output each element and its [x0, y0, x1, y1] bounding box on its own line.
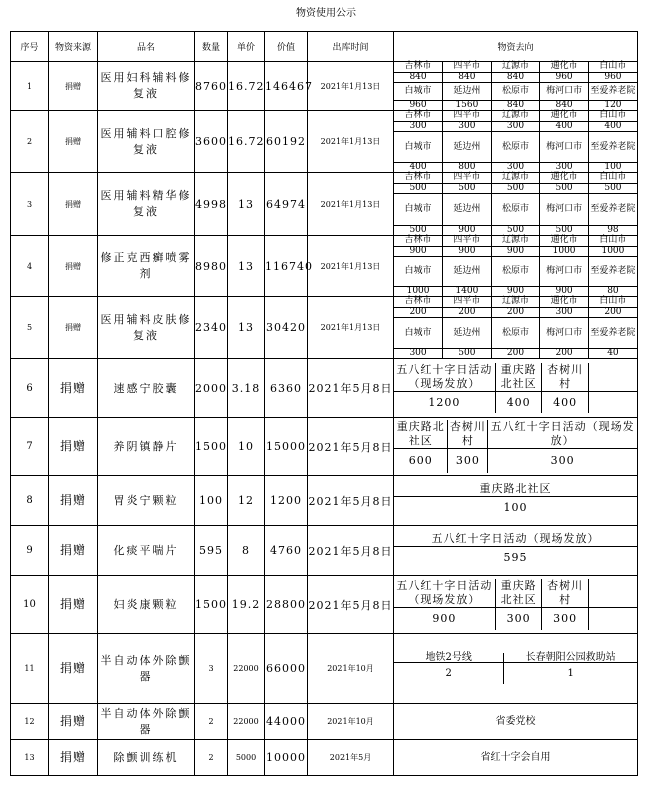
dest-qty: 1200	[394, 391, 495, 413]
city-qty: 500	[540, 183, 589, 193]
row-time: 2021年10月	[308, 704, 394, 740]
city-label: 辽源市	[491, 173, 540, 183]
row-price: 16.72	[228, 62, 265, 111]
city-qty: 900	[491, 246, 540, 256]
city-qty: 300	[394, 121, 443, 131]
row-name: 半自动体外除颤器	[98, 704, 195, 740]
dest-empty	[588, 391, 637, 413]
city-qty: 500	[443, 183, 492, 193]
city-label: 吉林市	[394, 236, 443, 246]
destination-grid	[394, 420, 637, 473]
row-price: 10	[228, 418, 265, 476]
city-label: 白城市	[394, 82, 443, 100]
city-qty: 840	[443, 72, 492, 82]
city-qty: 200	[588, 307, 637, 317]
dest-qty: 900	[394, 608, 495, 630]
city-qty: 300	[540, 162, 589, 172]
row-number: 3	[11, 173, 49, 236]
row-source: 捐赠	[49, 704, 98, 740]
city-qty: 300	[540, 307, 589, 317]
dest-place: 长春朝阳公园救助站	[504, 653, 637, 663]
page-title: 物资使用公示	[296, 8, 356, 19]
header-name: 品名	[98, 32, 195, 62]
row-price: 13	[228, 236, 265, 297]
city-qty: 900	[443, 246, 492, 256]
row-qty: 1500	[195, 576, 228, 634]
city-label: 延边州	[443, 256, 492, 286]
city-qty: 120	[604, 99, 622, 110]
row-name: 速感宁胶囊	[98, 359, 195, 418]
dest-place: 杏树川村	[542, 579, 589, 608]
city-label: 辽源市	[491, 62, 540, 72]
city-qty: 300	[491, 162, 540, 172]
row-value: 15000	[265, 418, 308, 476]
row-name: 医用辅料精华修复液	[98, 173, 195, 236]
row-qty: 8760	[195, 62, 228, 111]
row-destination	[394, 476, 638, 526]
row-source: 捐赠	[49, 476, 98, 526]
destination-grid	[394, 173, 637, 235]
row-value: 116740	[265, 236, 308, 297]
table-row	[11, 173, 638, 236]
row-value: 30420	[265, 297, 308, 359]
row-destination	[394, 526, 638, 576]
city-label: 梅河口市	[540, 82, 589, 100]
city-qty: 400	[540, 121, 589, 131]
dest-qty: 1	[567, 668, 574, 679]
city-qty: 500	[491, 183, 540, 193]
city-qty: 500	[394, 225, 443, 235]
destination-grid	[394, 532, 637, 569]
city-qty: 900	[443, 225, 492, 235]
row-number: 8	[11, 476, 49, 526]
row-name: 除颤训练机	[98, 740, 195, 776]
city-label: 吉林市	[394, 297, 443, 307]
header-source: 物资来源	[49, 32, 98, 62]
dest-qty: 600	[394, 449, 448, 473]
destination-grid	[394, 653, 637, 685]
city-label: 通化市	[540, 297, 589, 307]
row-number: 2	[11, 111, 49, 173]
row-number: 11	[11, 634, 49, 704]
city-qty: 1400	[443, 286, 492, 296]
row-destination	[394, 173, 638, 236]
row-source: 捐赠	[49, 111, 98, 173]
row-value: 4760	[265, 526, 308, 576]
city-label: 延边州	[443, 193, 492, 225]
row-value: 146467	[265, 62, 308, 111]
dest-empty	[588, 363, 637, 392]
row-price: 3.18	[228, 359, 265, 418]
destination-grid	[394, 62, 637, 110]
row-destination	[394, 634, 638, 704]
table-row	[11, 704, 638, 740]
dest-place: 五八红十字日活动（现场发放）	[394, 532, 637, 547]
row-value: 28800	[265, 576, 308, 634]
city-qty: 500	[491, 225, 540, 235]
table-row	[11, 111, 638, 173]
row-qty: 3	[195, 634, 228, 704]
header-time: 出库时间	[308, 32, 394, 62]
city-qty: 300	[443, 121, 492, 131]
row-number: 6	[11, 359, 49, 418]
row-price: 13	[228, 173, 265, 236]
city-qty: 300	[394, 348, 443, 358]
table-row	[11, 418, 638, 476]
table-row	[11, 476, 638, 526]
city-label: 延边州	[443, 82, 492, 100]
dest-qty: 400	[495, 391, 542, 413]
destination-grid	[394, 297, 637, 358]
city-label: 白城市	[394, 131, 443, 162]
header-no: 序号	[11, 32, 49, 62]
row-name: 修正克西癣喷雾剂	[98, 236, 195, 297]
row-destination	[394, 297, 638, 359]
row-value: 64974	[265, 173, 308, 236]
dest-place: 省红十字会自用	[480, 752, 551, 763]
row-price: 22000	[228, 634, 265, 704]
row-time: 2021年1月13日	[308, 236, 394, 297]
dest-place: 重庆路北社区	[495, 579, 542, 608]
city-label: 辽源市	[491, 297, 540, 307]
row-time: 2021年5月	[308, 740, 394, 776]
row-qty: 595	[195, 526, 228, 576]
city-qty: 900	[540, 286, 589, 296]
row-qty: 2000	[195, 359, 228, 418]
city-qty: 100	[604, 161, 622, 172]
dest-qty: 400	[542, 391, 589, 413]
row-price: 12	[228, 476, 265, 526]
city-label: 至爱养老院	[588, 317, 637, 348]
destination-grid	[394, 111, 637, 172]
dest-place: 五八红十字日活动（现场发放）	[394, 363, 495, 392]
row-source: 捐赠	[49, 418, 98, 476]
dest-place: 重庆路北社区	[394, 482, 637, 497]
city-qty: 1000	[540, 246, 589, 256]
dest-place: 重庆路北社区	[394, 420, 448, 449]
row-source: 捐赠	[49, 236, 98, 297]
table-row	[11, 576, 638, 634]
row-name: 化痰平喘片	[98, 526, 195, 576]
city-label: 白城市	[394, 317, 443, 348]
table-row	[11, 740, 638, 776]
city-qty: 900	[394, 246, 443, 256]
row-destination	[394, 704, 638, 740]
city-qty: 200	[491, 348, 540, 358]
city-label: 通化市	[540, 173, 589, 183]
city-label: 延边州	[443, 317, 492, 348]
dest-qty: 300	[542, 608, 589, 630]
row-price: 5000	[228, 740, 265, 776]
dest-empty	[588, 608, 637, 630]
row-qty: 3600	[195, 111, 228, 173]
dest-place: 杏树川村	[542, 363, 589, 392]
destination-grid	[394, 579, 637, 630]
row-time: 2021年1月13日	[308, 62, 394, 111]
city-label: 梅河口市	[540, 317, 589, 348]
table-row	[11, 526, 638, 576]
row-number: 7	[11, 418, 49, 476]
row-source: 捐赠	[49, 634, 98, 704]
row-value: 44000	[265, 704, 308, 740]
dest-place: 地铁2号线	[394, 653, 504, 663]
city-label: 梅河口市	[540, 131, 589, 162]
row-time: 2021年5月8日	[308, 576, 394, 634]
header-qty: 数量	[195, 32, 228, 62]
city-qty: 1000	[394, 286, 443, 296]
dest-qty: 595	[503, 551, 528, 564]
city-qty: 200	[443, 307, 492, 317]
destination-grid	[394, 236, 637, 296]
row-qty: 1500	[195, 418, 228, 476]
dest-place: 五八红十字日活动（现场发放）	[394, 579, 495, 608]
row-time: 2021年1月13日	[308, 173, 394, 236]
row-value: 66000	[265, 634, 308, 704]
row-destination	[394, 418, 638, 476]
dest-place: 杏树川村	[449, 420, 486, 448]
row-source: 捐赠	[49, 576, 98, 634]
city-label: 白山市	[588, 111, 637, 121]
dest-qty: 300	[448, 449, 488, 473]
dest-empty	[588, 579, 637, 608]
row-qty: 100	[195, 476, 228, 526]
city-label: 白山市	[588, 62, 637, 72]
row-price: 13	[228, 297, 265, 359]
dest-place: 五八红十字日活动（现场发放）	[488, 420, 637, 449]
city-label: 通化市	[540, 62, 589, 72]
city-label: 至爱养老院	[588, 193, 637, 225]
destination-grid	[394, 717, 637, 726]
row-qty: 8980	[195, 236, 228, 297]
city-label: 白城市	[394, 256, 443, 286]
row-name: 半自动体外除颤器	[98, 634, 195, 704]
city-label: 四平市	[443, 236, 492, 246]
row-value: 1200	[265, 476, 308, 526]
row-number: 1	[11, 62, 49, 111]
city-label: 白城市	[394, 193, 443, 225]
dest-place: 重庆路北社区	[495, 363, 542, 392]
table-row	[11, 634, 638, 704]
city-qty: 1000	[588, 246, 637, 256]
city-label: 吉林市	[394, 111, 443, 121]
table-row	[11, 297, 638, 359]
dest-qty: 2	[394, 662, 504, 684]
row-source: 捐赠	[49, 740, 98, 776]
city-label: 通化市	[540, 236, 589, 246]
row-name: 医用妇科辅料修复液	[98, 62, 195, 111]
city-qty: 80	[607, 285, 619, 296]
city-qty: 40	[607, 347, 619, 358]
row-qty: 2340	[195, 297, 228, 359]
row-value: 60192	[265, 111, 308, 173]
city-label: 松原市	[491, 193, 540, 225]
table-row	[11, 359, 638, 418]
row-time: 2021年5月8日	[308, 418, 394, 476]
row-qty: 2	[195, 740, 228, 776]
row-destination	[394, 111, 638, 173]
city-qty: 900	[491, 286, 540, 296]
row-time: 2021年10月	[308, 634, 394, 704]
city-qty: 400	[394, 162, 443, 172]
destination-grid	[394, 482, 637, 519]
row-source: 捐赠	[49, 62, 98, 111]
city-qty: 840	[491, 72, 540, 82]
row-source: 捐赠	[49, 526, 98, 576]
dest-qty: 300	[495, 608, 542, 630]
row-number: 12	[11, 704, 49, 740]
city-label: 四平市	[443, 297, 492, 307]
row-name: 胃炎宁颗粒	[98, 476, 195, 526]
city-label: 梅河口市	[540, 193, 589, 225]
row-number: 9	[11, 526, 49, 576]
header-row	[11, 32, 638, 62]
city-label: 辽源市	[491, 111, 540, 121]
city-label: 延边州	[443, 131, 492, 162]
row-price: 8	[228, 526, 265, 576]
row-time: 2021年5月8日	[308, 359, 394, 418]
city-qty: 500	[443, 348, 492, 358]
row-time: 2021年1月13日	[308, 297, 394, 359]
city-qty: 500	[394, 183, 443, 193]
city-qty: 400	[588, 121, 637, 131]
dest-place: 省委党校	[495, 716, 536, 727]
row-number: 5	[11, 297, 49, 359]
destination-grid	[394, 363, 637, 414]
city-label: 吉林市	[394, 173, 443, 183]
row-destination	[394, 576, 638, 634]
destination-grid	[394, 753, 637, 762]
city-label: 梅河口市	[540, 256, 589, 286]
dest-qty: 100	[503, 501, 528, 514]
city-label: 四平市	[443, 173, 492, 183]
city-label: 松原市	[491, 317, 540, 348]
city-qty: 800	[443, 162, 492, 172]
row-number: 10	[11, 576, 49, 634]
dest-qty: 300	[550, 454, 575, 467]
city-label: 松原市	[491, 256, 540, 286]
row-destination	[394, 359, 638, 418]
row-value: 6360	[265, 359, 308, 418]
city-label: 吉林市	[394, 62, 443, 72]
city-label: 四平市	[443, 62, 492, 72]
row-price: 16.72	[228, 111, 265, 173]
header-price: 单价	[228, 32, 265, 62]
city-qty: 1560	[443, 100, 492, 110]
city-qty: 960	[588, 72, 637, 82]
row-time: 2021年5月8日	[308, 476, 394, 526]
city-qty: 200	[491, 307, 540, 317]
table-row	[11, 236, 638, 297]
city-label: 四平市	[443, 111, 492, 121]
city-label: 白山市	[588, 297, 637, 307]
city-label: 通化市	[540, 111, 589, 121]
city-qty: 200	[540, 348, 589, 358]
city-qty: 200	[394, 307, 443, 317]
row-number: 13	[11, 740, 49, 776]
city-qty: 840	[491, 100, 540, 110]
city-qty: 500	[540, 225, 589, 235]
materials-table	[10, 31, 638, 776]
city-label: 至爱养老院	[588, 82, 637, 100]
city-label: 白山市	[588, 236, 637, 246]
row-source: 捐赠	[49, 297, 98, 359]
city-qty: 500	[588, 183, 637, 193]
row-name: 医用辅料皮肤修复液	[98, 297, 195, 359]
row-value: 10000	[265, 740, 308, 776]
city-label: 白山市	[588, 173, 637, 183]
header-destination: 物资去向	[394, 32, 638, 62]
row-time: 2021年5月8日	[308, 526, 394, 576]
row-source: 捐赠	[49, 359, 98, 418]
header-value: 价值	[265, 32, 308, 62]
row-time: 2021年1月13日	[308, 111, 394, 173]
city-qty: 98	[607, 224, 619, 235]
row-destination	[394, 62, 638, 111]
city-label: 辽源市	[491, 236, 540, 246]
row-source: 捐赠	[49, 173, 98, 236]
city-qty: 960	[540, 72, 589, 82]
row-name: 医用辅料口腔修复液	[98, 111, 195, 173]
row-price: 19.2	[228, 576, 265, 634]
row-qty: 2	[195, 704, 228, 740]
city-qty: 840	[540, 100, 589, 110]
city-label: 至爱养老院	[588, 131, 637, 162]
row-qty: 4998	[195, 173, 228, 236]
row-name: 养阴镇静片	[98, 418, 195, 476]
table-row	[11, 62, 638, 111]
row-price: 22000	[228, 704, 265, 740]
city-label: 松原市	[491, 82, 540, 100]
city-qty: 300	[491, 121, 540, 131]
row-number: 4	[11, 236, 49, 297]
row-destination	[394, 740, 638, 776]
row-name: 妇炎康颗粒	[98, 576, 195, 634]
city-label: 松原市	[491, 131, 540, 162]
city-qty: 960	[394, 100, 443, 110]
city-qty: 840	[394, 72, 443, 82]
row-destination	[394, 236, 638, 297]
city-label: 至爱养老院	[588, 256, 637, 286]
